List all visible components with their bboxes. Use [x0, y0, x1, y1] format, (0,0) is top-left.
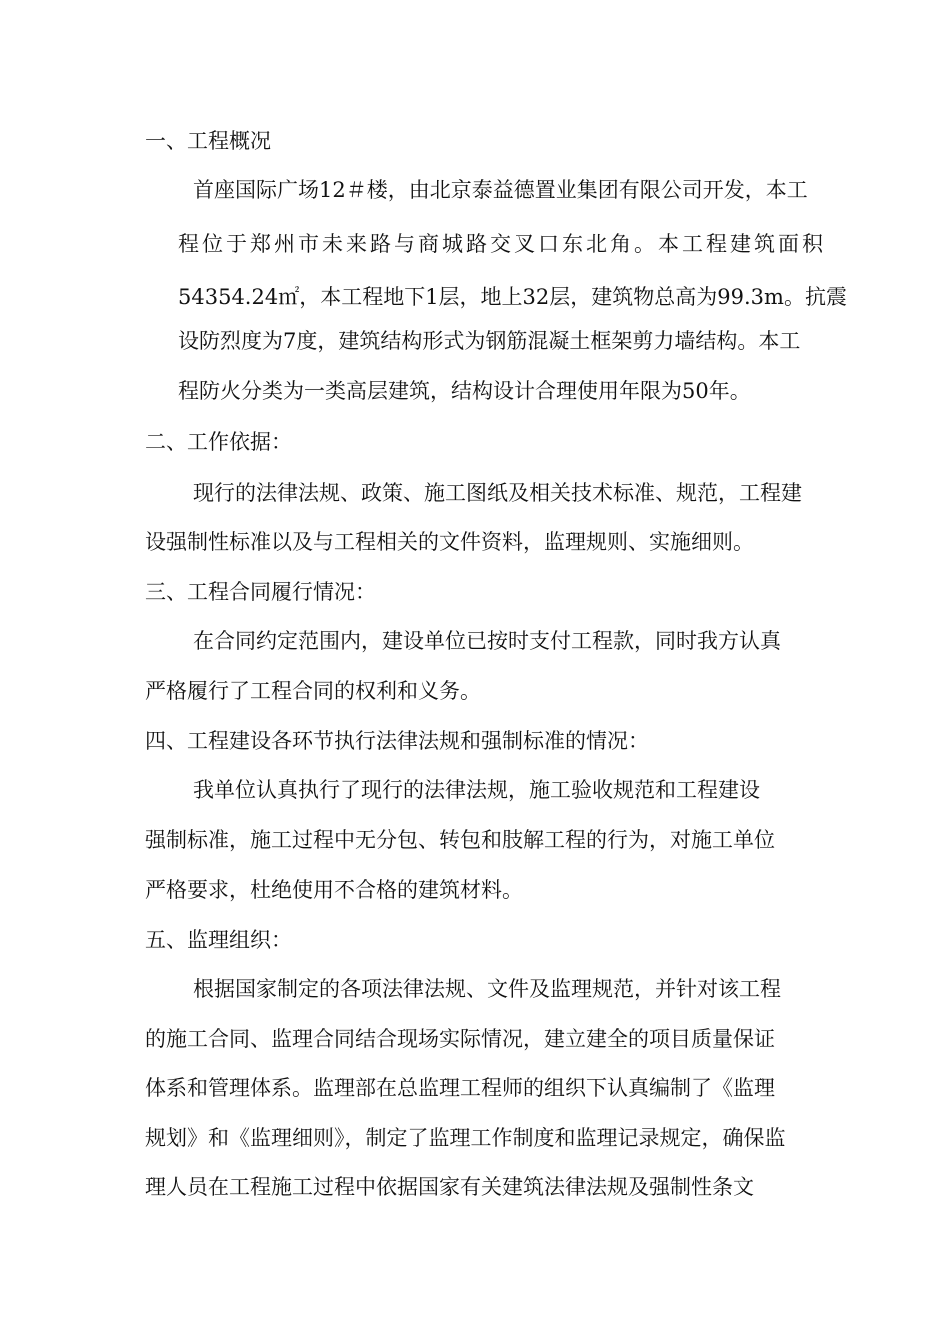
- paragraph-line: 首座国际广场12＃楼，由北京泰益德置业集团有限公司开发，本工: [193, 178, 808, 202]
- paragraph-line: 程防火分类为一类高层建筑，结构设计合理使用年限为50年。: [178, 379, 751, 403]
- paragraph-line: 设强制性标准以及与工程相关的文件资料，监理规则、实施细则。: [145, 530, 754, 554]
- paragraph-line: 设防烈度为7度，建筑结构形式为钢筋混凝土框架剪力墙结构。本工: [178, 329, 801, 353]
- section-heading-4: 四、工程建设各环节执行法律法规和强制标准的情况：: [145, 729, 649, 753]
- section-heading-3: 三、工程合同履行情况：: [145, 580, 376, 604]
- paragraph-line: 54354.24㎡，本工程地下1层，地上32层，建筑物总高为99.3m。抗震: [178, 285, 847, 309]
- paragraph-line: 的施工合同、监理合同结合现场实际情况，建立建全的项目质量保证: [145, 1027, 775, 1051]
- section-heading-1: 一、工程概况: [145, 129, 271, 153]
- section-heading-2: 二、工作依据：: [145, 430, 292, 454]
- paragraph-line: 现行的法律法规、政策、施工图纸及相关技术标准、规范，工程建: [193, 481, 802, 505]
- paragraph-line: 根据国家制定的各项法律法规、文件及监理规范，并针对该工程: [193, 977, 781, 1001]
- paragraph-line: 理人员在工程施工过程中依据国家有关建筑法律法规及强制性条文: [145, 1175, 754, 1199]
- paragraph-line: 严格要求，杜绝使用不合格的建筑材料。: [145, 878, 523, 902]
- section-heading-5: 五、监理组织：: [145, 928, 292, 952]
- paragraph-line: 严格履行了工程合同的权利和义务。: [145, 679, 481, 703]
- paragraph-line: 规划》和《监理细则》，制定了监理工作制度和监理记录规定，确保监: [145, 1126, 786, 1150]
- paragraph-line: 程位于郑州市未来路与商城路交叉口东北角。本工程建筑面积: [178, 232, 826, 256]
- paragraph-line: 强制标准，施工过程中无分包、转包和肢解工程的行为，对施工单位: [145, 828, 775, 852]
- paragraph-line: 我单位认真执行了现行的法律法规，施工验收规范和工程建设: [193, 778, 760, 802]
- paragraph-line: 体系和管理体系。监理部在总监理工程师的组织下认真编制了《监理: [145, 1076, 775, 1100]
- paragraph-line: 在合同约定范围内，建设单位已按时支付工程款，同时我方认真: [193, 629, 781, 653]
